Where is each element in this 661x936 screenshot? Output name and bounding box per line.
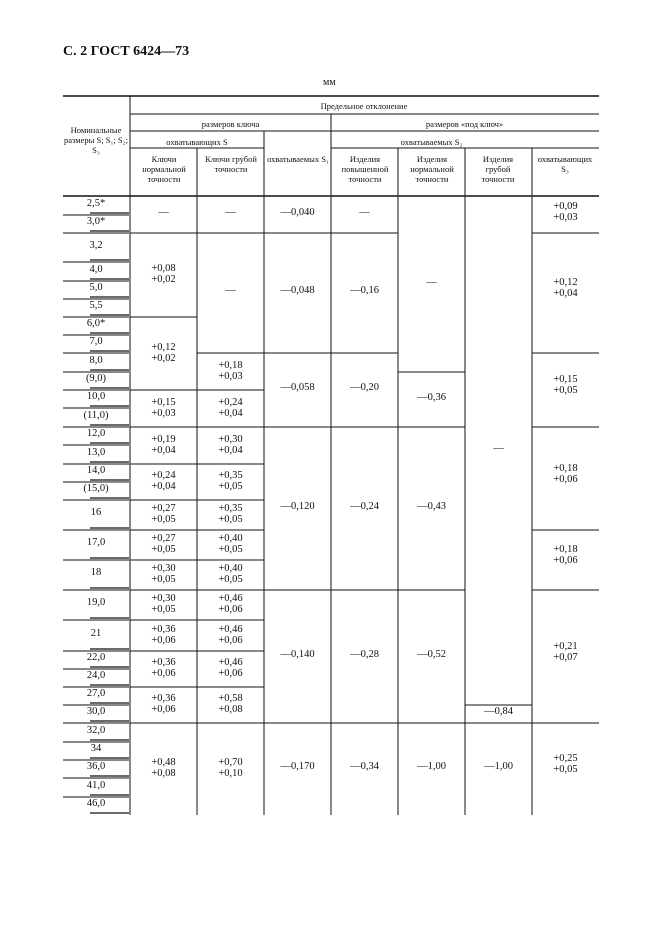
lower-deviation: +0,04 [218,444,243,456]
key-normal-value [130,397,197,419]
header-items-normal: Изделия нормальной точности [410,154,454,184]
row-label: 14,0 [86,465,106,476]
upper-deviation: +0,19 [151,433,176,445]
row-label: (9,0) [85,373,107,384]
row-label: 4,0 [89,263,103,275]
key-normal-value [130,624,197,646]
items-higher-value: —0,24 [350,500,379,512]
row-label: 16 [90,507,102,518]
lower-deviation: +0,05 [218,574,243,585]
lower-deviation: +0,05 [151,544,176,555]
lower-deviation: +0,06 [218,668,243,679]
key-coarse-value [197,657,264,679]
s3-value [532,641,599,663]
key-coarse-value [197,397,264,419]
row-label: 8,0 [89,354,103,366]
header-enclosed-s2: охватываемых S₂ [400,137,463,147]
upper-deviation: +0,27 [151,533,176,544]
key-coarse-value [197,693,264,715]
items-higher-value: —0,34 [350,761,379,772]
row-label: 36,0 [86,761,106,772]
upper-deviation: +0,46 [218,657,243,668]
lower-deviation: +0,06 [218,604,243,615]
header-coarse-keys: Ключи грубой точности [205,154,257,174]
upper-deviation: +0,24 [218,396,243,408]
key-coarse-value [197,533,264,555]
upper-deviation: +0,40 [218,563,243,574]
lower-deviation: +0,08 [218,704,243,715]
key-normal-value [130,657,197,679]
lower-deviation: +0,04 [553,288,578,299]
page-header: С. 2 ГОСТ 6424—73 [63,44,190,59]
upper-deviation: +0,12 [151,341,176,353]
upper-deviation: +0,58 [218,693,243,704]
lower-deviation: +0,03 [151,407,176,419]
upper-deviation: +0,09 [553,201,578,212]
header-enclosing-s: охватывающих S [166,137,228,147]
key-normal-value [130,470,197,492]
s3-value [532,753,599,775]
items-higher-value: —0,28 [350,648,379,660]
items-coarse-value: —0,84 [484,706,513,717]
upper-deviation: +0,08 [151,263,176,274]
key-coarse-value [197,360,264,382]
row-label: 27,0 [86,688,106,699]
s1-value: —0,048 [280,285,315,296]
key-normal-value [130,263,197,285]
lower-deviation: +0,05 [218,481,243,492]
lower-deviation: +0,06 [151,668,176,679]
key-normal-value: — [158,207,169,218]
key-coarse-value [197,624,264,646]
upper-deviation: +0,18 [218,359,243,371]
lower-deviation: +0,04 [218,407,243,419]
items-normal-value: —0,36 [417,391,446,403]
row-label: 12,0 [86,428,106,439]
header-under-key: размеров «под ключ» [425,119,504,129]
lower-deviation: +0,07 [553,651,578,663]
key-normal-value [130,693,197,715]
lower-deviation: +0,03 [218,370,243,382]
items-normal-value: —0,52 [417,648,446,660]
row-label: 21 [90,627,102,639]
lower-deviation: +0,05 [553,385,578,396]
items-coarse-value: — [493,443,504,454]
s1-value: —0,170 [280,761,315,772]
upper-deviation: +0,18 [553,544,578,555]
s1-value: —0,058 [280,382,315,393]
s3-value [532,277,599,299]
upper-deviation: +0,12 [553,277,578,288]
upper-deviation: +0,30 [151,563,176,574]
row-label: 30,0 [86,706,106,717]
key-coarse-value [197,503,264,525]
lower-deviation: +0,10 [218,768,243,779]
header-items-coarse: Изделия грубой точности [481,154,515,184]
s3-value [532,544,599,566]
row-label: 3,0* [86,216,106,227]
row-label: 17,0 [86,537,106,548]
key-coarse-value [197,757,264,779]
row-label: 41,0 [86,779,106,791]
row-label: 13,0 [86,446,106,458]
row-label: 32,0 [86,724,106,736]
items-normal-value: —1,00 [417,761,446,772]
row-label: 5,5 [89,300,103,311]
row-label: 5,0 [89,282,103,293]
lower-deviation: +0,04 [151,444,176,456]
lower-deviation: +0,05 [218,514,243,525]
upper-deviation: +0,18 [553,462,578,474]
upper-deviation: +0,15 [553,374,578,385]
items-normal-value: —0,43 [417,500,446,512]
s1-value: —0,120 [280,500,315,512]
row-label: 46,0 [86,798,106,809]
row-label: 19,0 [86,597,106,608]
header-enclosed-s1: охватываемых S₁ [267,154,329,164]
lower-deviation: +0,04 [151,481,176,492]
key-coarse-value [197,593,264,615]
upper-deviation: +0,48 [151,757,176,768]
row-label: 10,0 [86,391,106,402]
key-coarse-value: — [225,207,236,218]
s3-value [532,374,599,396]
upper-deviation: +0,15 [151,396,176,408]
upper-deviation: +0,46 [218,623,243,635]
row-label: (11,0) [83,409,109,421]
upper-deviation: +0,36 [151,693,176,704]
key-normal-value [130,503,197,525]
lower-deviation: +0,08 [151,768,176,779]
row-label: (15,0) [83,483,109,494]
upper-deviation: +0,35 [218,503,243,514]
lower-deviation: +0,05 [151,574,176,585]
items-coarse-value: —1,00 [484,761,513,772]
key-normal-value [130,434,197,456]
row-label: 6,0* [86,318,106,329]
upper-deviation: +0,30 [218,433,243,445]
lower-deviation: +0,06 [218,634,243,646]
lower-deviation: +0,02 [151,352,176,364]
items-higher-value: —0,16 [350,285,379,296]
items-higher-value: — [359,207,370,218]
lower-deviation: +0,05 [151,604,176,615]
row-label: 2,5* [86,198,106,209]
upper-deviation: +0,35 [218,470,243,481]
s1-value: —0,140 [280,648,315,660]
upper-deviation: +0,46 [218,593,243,604]
header-key-sizes: размеров ключа [201,119,260,129]
key-normal-value [130,533,197,555]
lower-deviation: +0,06 [151,634,176,646]
row-label: 22,0 [86,652,106,663]
lower-deviation: +0,06 [553,473,578,485]
lower-deviation: +0,02 [151,274,176,285]
s3-value [532,201,599,223]
row-label: 24,0 [86,670,106,681]
upper-deviation: +0,36 [151,657,176,668]
upper-deviation: +0,27 [151,503,176,514]
upper-deviation: +0,25 [553,753,578,764]
upper-deviation: +0,70 [218,757,243,768]
s1-value: —0,040 [280,207,315,218]
items-higher-value: —0,20 [350,382,379,393]
key-normal-value [130,757,197,779]
row-label: 34 [90,743,102,754]
lower-deviation: +0,05 [553,764,578,775]
key-normal-value [130,563,197,585]
key-coarse-value [197,434,264,456]
s3-value [532,463,599,485]
items-normal-value: — [426,276,437,288]
key-coarse-value: — [225,285,236,296]
unit-label: мм [323,77,336,88]
upper-deviation: +0,21 [553,640,578,652]
header-normal-keys: Ключи нормальной точности [142,154,186,184]
lower-deviation: +0,06 [553,555,578,566]
header-enclosing-s3: охватывающих S₃ [537,154,593,174]
header-deviation: Предельное отклонение [320,101,408,111]
upper-deviation: +0,36 [151,623,176,635]
upper-deviation: +0,30 [151,593,176,604]
key-normal-value [130,342,197,364]
header-nominal: Номинальные размеры S; S₁; S₂; S₃ [64,125,128,155]
key-coarse-value [197,470,264,492]
key-normal-value [130,593,197,615]
header-items-higher: Изделия повышенной точности [341,154,389,184]
upper-deviation: +0,24 [151,470,176,481]
row-label: 18 [90,567,102,578]
lower-deviation: +0,05 [218,544,243,555]
lower-deviation: +0,06 [151,704,176,715]
lower-deviation: +0,03 [553,212,578,223]
row-label: 3,2 [89,239,103,251]
key-coarse-value [197,563,264,585]
upper-deviation: +0,40 [218,533,243,544]
row-label: 7,0 [89,336,103,347]
lower-deviation: +0,05 [151,514,176,525]
